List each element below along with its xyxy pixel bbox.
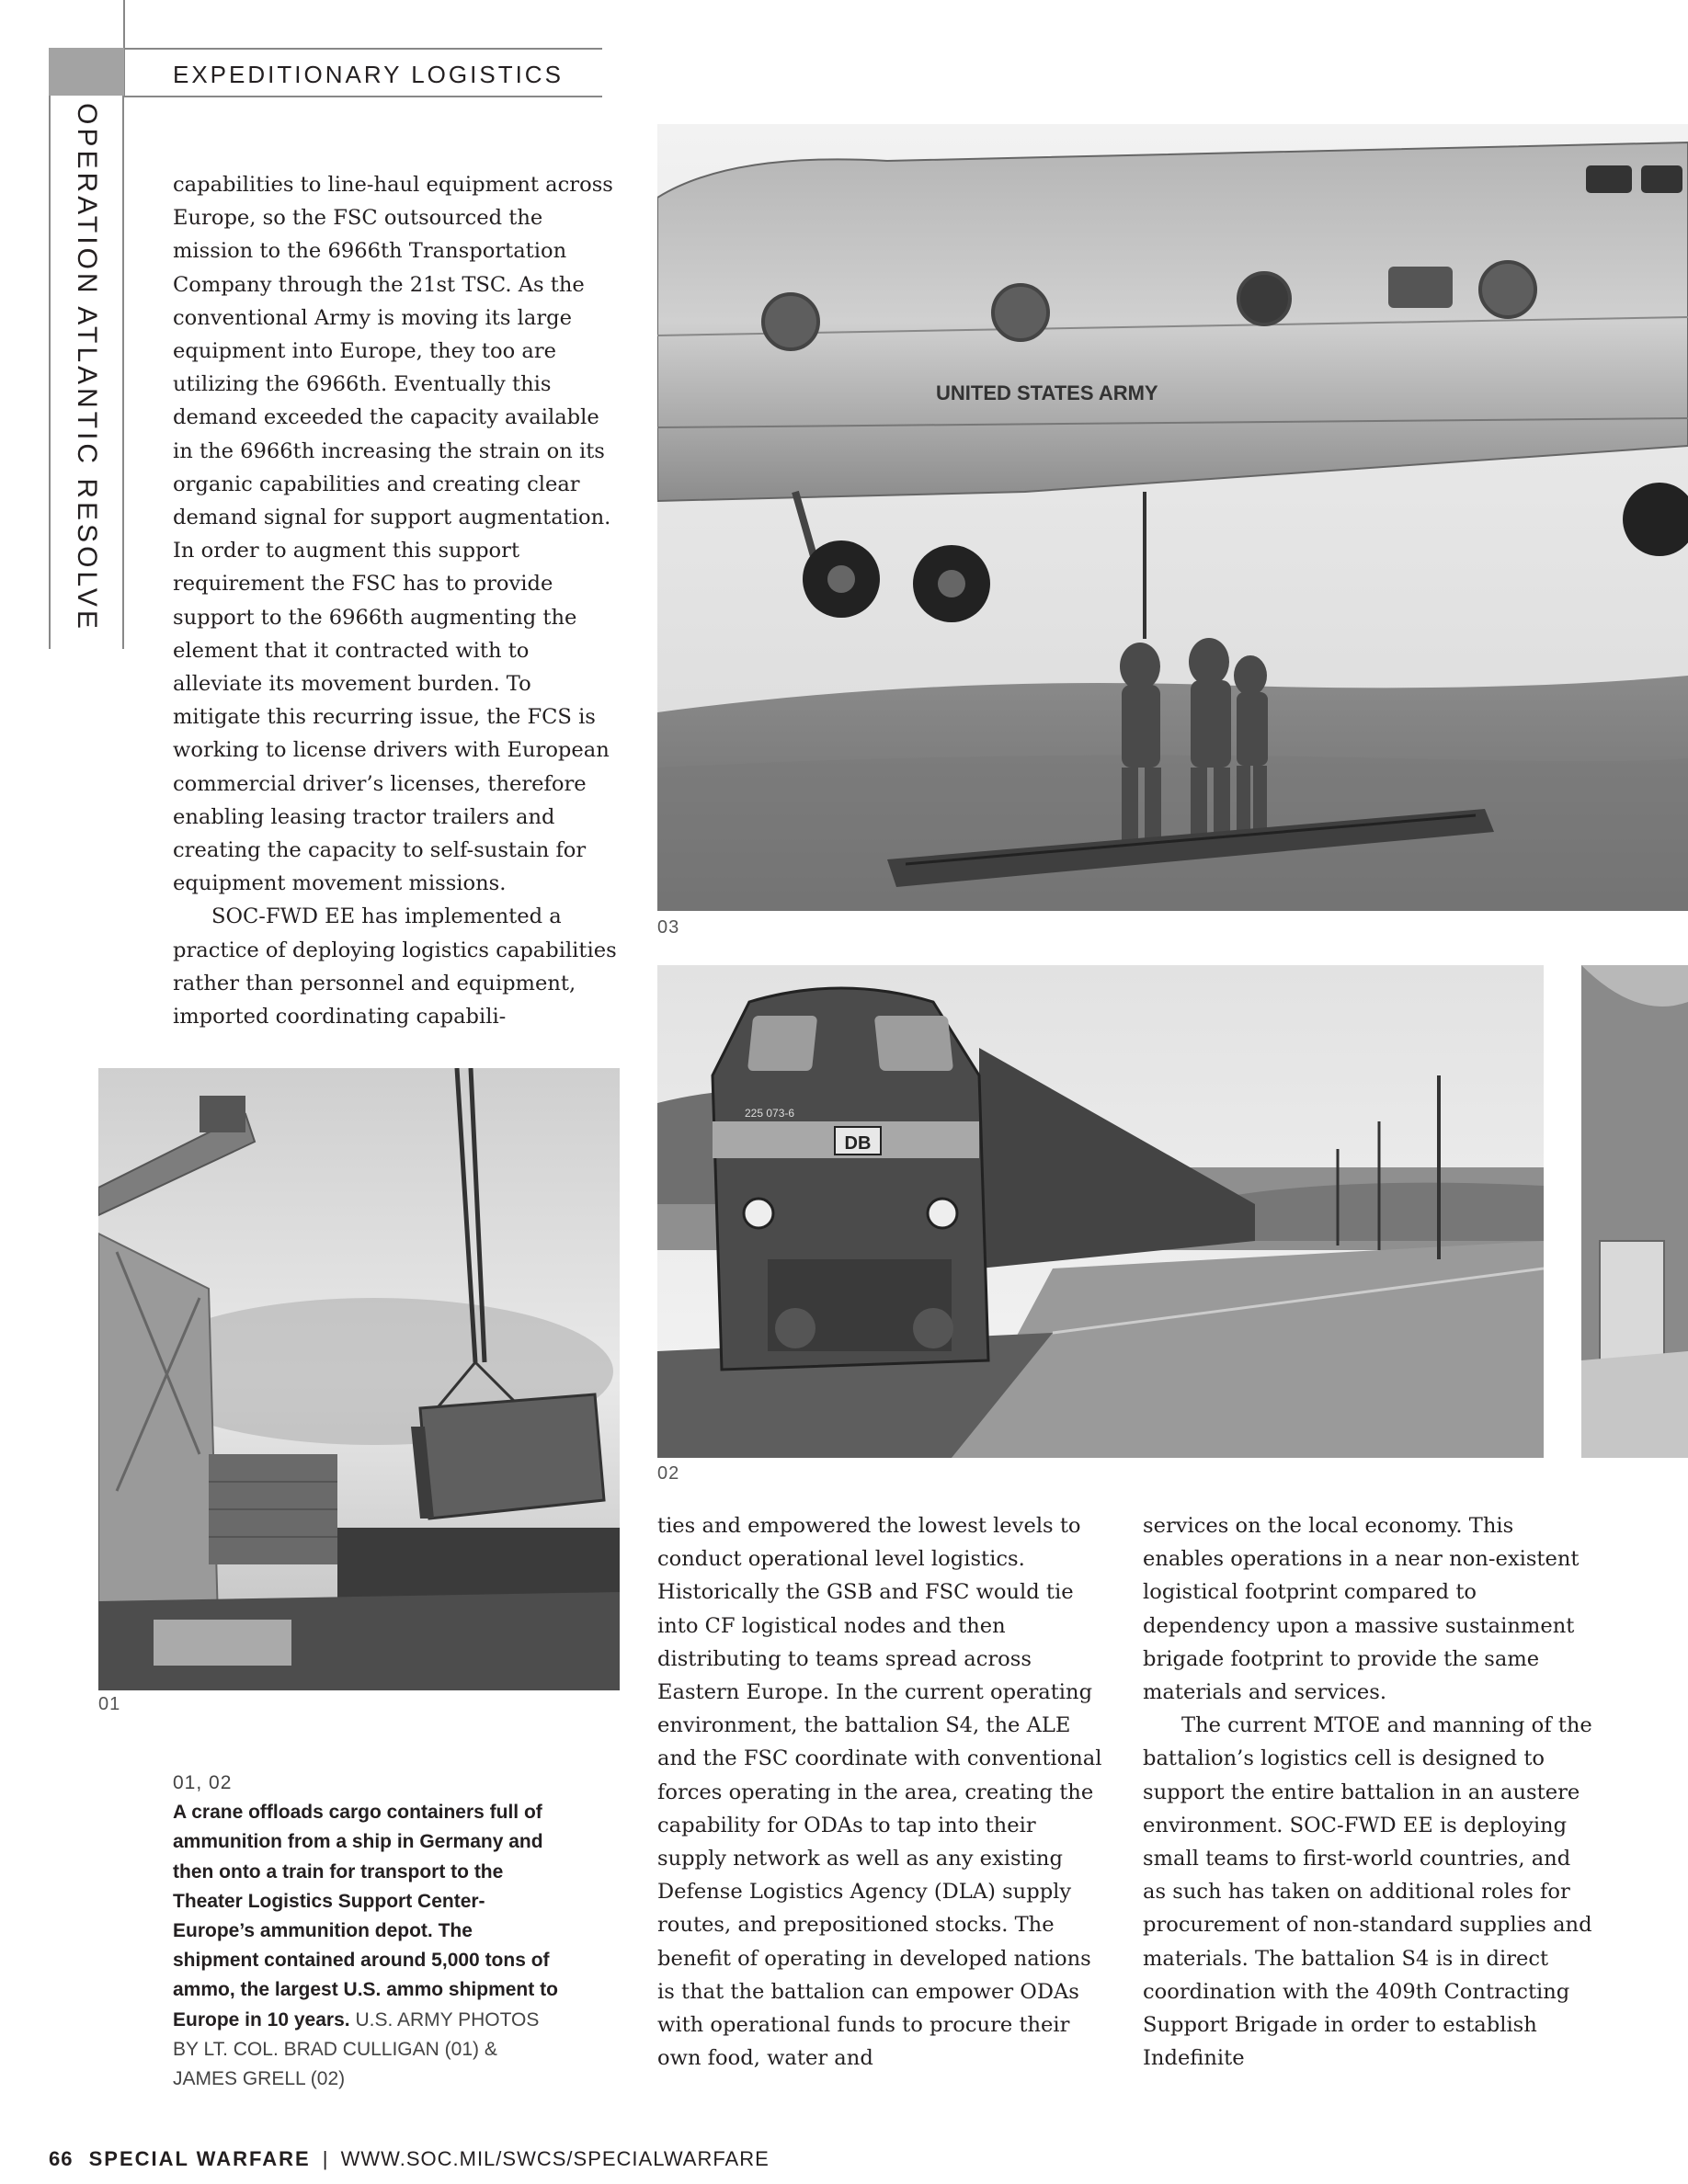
fuselage-text: UNITED STATES ARMY	[936, 381, 1158, 404]
side-title: OPERATION ATLANTIC RESOLVE	[72, 103, 102, 632]
footer-url[interactable]: WWW.SOC.MIL/SWCS/SPECIALWARFARE	[340, 2147, 770, 2170]
photo-train	[657, 965, 1544, 1458]
photo-caption	[173, 1769, 559, 2094]
page-footer	[49, 2147, 770, 2171]
page-number: 66	[49, 2147, 74, 2170]
caption-text: A crane offloads cargo containers full of ammunition from a ship in Germany and then onto a train for transport to the Theater Logistics Support Center-Europe’s ammunition depot. The shipment contained around 5,000 tons of ammo, the largest U.S. ammo shipment to Europe in 10 years.	[173, 1802, 558, 2030]
photo-number: 02	[657, 1463, 680, 1484]
paragraph: SOC-FWD EE has implemented a practice of deploying logistics capabilities rather than personnel and equipment, imported coordinating capabili-	[173, 904, 617, 1029]
loco-number: 225 073-6	[745, 1107, 795, 1120]
photo-number: 01	[98, 1694, 121, 1714]
paragraph: services on the local economy. This enables operations in a near non-existent logistical footprint compared to dependency upon a massive sustainment brigade footprint to provide the same materials and services.	[1143, 1514, 1580, 1705]
header-rule-top	[124, 48, 602, 50]
paragraph: The current MTOE and manning of the battalion’s logistics cell is designed to support the entire battalion in an austere environment. SOC-FWD EE is deploying small teams to first-world countries, and as such has taken on additional roles for procurement of non-standard supplies and materials. The battalion S4 is in direct coordination with the 409th Contracting Support Brigade in order to establish Indefinite	[1143, 1713, 1592, 2071]
sidebar-rule-left	[49, 96, 51, 649]
body-column-1	[173, 168, 623, 1033]
photo-crane	[98, 1068, 620, 1690]
photo-number: 03	[657, 917, 680, 938]
sidebar-rule-right	[122, 96, 124, 649]
header-rule-bottom	[124, 96, 602, 97]
loco-logo: DB	[844, 1133, 872, 1154]
section-label: EXPEDITIONARY LOGISTICS	[173, 61, 564, 88]
magazine-name: SPECIAL WARFARE	[88, 2147, 311, 2170]
paragraph: capabilities to line-haul equipment across Europe, so the FSC outsourced the mission to the 6966th Transportation Company through the 21st TSC. As the conventional Army is moving its large equipment into Europe, they too are utilizing the 6966th. Eventually this demand exceeded the capacity available in the 6966th increasing the strain on its organic capabilities and creating clear demand signal for support augmentation. In order to augment this support requirement the FSC has to provide support to the 6966th augmenting the element that it contracted with to alleviate its movement burden. To mitigate this recurring issue, the FCS is working to license drivers with European commercial driver’s licenses, therefore enabling leasing tractor trailers and creating the capacity to self-sustain for equipment movement missions.	[173, 173, 613, 896]
section-tab	[49, 48, 124, 96]
caption-number: 01, 02	[173, 1772, 233, 1793]
photo-adjacent	[1581, 965, 1688, 1458]
footer-separator: |	[322, 2147, 329, 2170]
body-column-3	[1143, 1509, 1593, 2075]
paragraph: ties and empowered the lowest levels to conduct operational level logistics. Historically the GSB and FSC would tie into CF logistical nodes and then distributing to teams spread across Eastern Europe. In the current operating environment, the battalion S4, the ALE and the FSC coordinate with conventional forces operating in the area, creating the capability for ODAs to tap into their supply network as well as any existing Defense Logistics Agency (DLA) supply routes, and prepositioned stocks. The benefit of operating in developed nations is that the battalion can empower ODAs with operational funds to procure their own food, water and	[657, 1514, 1102, 2071]
caption-credit: U.S. ARMY PHOTOS BY LT. COL. BRAD CULLIGAN (01) & JAMES GRELL (02)	[173, 2008, 540, 2090]
photo-helicopter	[657, 124, 1688, 911]
body-column-2	[657, 1509, 1108, 2075]
